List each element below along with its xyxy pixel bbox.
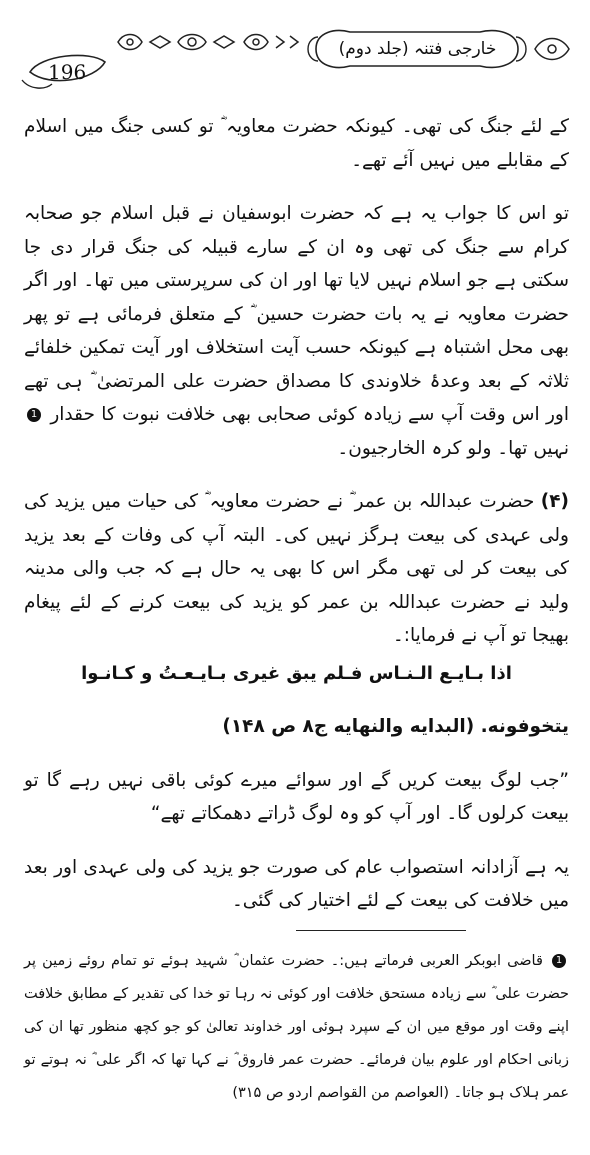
paragraph-3-text: حضرت عبداللہ بن عمر ؓ نے حضرت معاویہ ؓ کی حیات میں یزید کی ولی عہدی کی بیعت ہرگز نہیں کی۔ البتہ آپ کی وفات کے بعد یزید کی بیعت کر لی تھی مگر اس کا بھی یہ حال ہے کہ جب والی مدینہ ولید نے حضرت عبداللہ بن عمر کو یزید کی بیعت کرنے کے لئے پیغام بھیجا تو آپ نے فرمایا:۔ (24, 491, 569, 646)
paragraph-3 (24, 485, 569, 653)
main-text (24, 110, 569, 938)
paragraph-2-ending: نہیں تھا۔ ولو کرہ الخارجیون۔ (337, 437, 569, 459)
paragraph-1: کے لئے جنگ کی تھی۔ کیونکہ حضرت معاویہ ؓ تو کسی جنگ میں اسلام کے مقابلے میں نہیں آئے تھے۔ (24, 116, 569, 171)
footnote-divider (296, 930, 466, 931)
running-title: خارجی فتنہ (جلد دوم) (338, 39, 497, 59)
footnote (24, 945, 569, 1110)
page-header (0, 0, 590, 95)
arabic-quote-line-1: اذا بـايـع الـنـاس فـلم يبق غيرى بـايـعـتُ و كـانـوا (81, 662, 512, 684)
footnote-text: قاضی ابوبکر العربی فرماتے ہیں:۔ حضرت عثمان ؓ شہید ہوئے تو تمام روئے زمین پر حضرت علی ؓ سے زیادہ مستحق خلافت اور کوئی نہ رہا تو خدا کی تقدیر کے مطابق خلافت اپنے وقت اور موقع میں ان کے سپرد ہوئی اور خداوند تعالیٰ کو جو کچھ منظور تھا ان کی زبانی احکام اور علوم بیان فرمائے۔ حضرت عمر فاروق ؓ نے کہا تھا کہ اگر علی ؓ نہ ہوتے تو عمر ہلاک ہو جاتا۔ (العواصم من القواصم اردو ص ۳۱۵) (24, 953, 569, 1101)
urdu-translation-quote: ”جب لوگ بیعت کریں گے اور سوائے میرے کوئی باقی نہیں رہے گا تو بیعت کرلوں گا۔ اور آپ کو وہ لوگ ڈراتے دھمکاتے تھے“ (24, 769, 569, 824)
paragraph-4: یہ ہے آزادانہ استصواب عام کی صورت جو یزید کی ولی عہدی اور بعد میں خلافت کی بیعت کے لئے اختیار کی گئی۔ (24, 856, 569, 911)
arabic-quote-line-2: يتخوفونه. (البدايه والنهايه ج۸ ص ۱۴۸) (222, 716, 569, 737)
paragraph-2-text: تو اس کا جواب یہ ہے کہ حضرت ابوسفیان نے قبل اسلام جو صحابہ کرام سے جنگ کی تھی وہ ان کے سارے قبیلہ کی جنگ قرار دی جا سکتی ہے جو اسلام نہیں لایا تھا اور ان کی سرپرستی میں تھا۔ اور اگر حضرت معاویہ نے یہ بات حضرت حسین ؓ کے متعلق فرمائی ہے تو پھر بھی محل اشتباہ ہے کیونکہ حسب آیت استخلاف اور آیت تمکین خلفائے ثلاثہ کے بعد وعدۂ خلاوندی کا مصداق حضرت علی المرتضیٰ ؓ ہی تھے اور اس وقت آپ سے زیادہ کوئی صحابی بھی خلافت نبوت کا حقدار (24, 203, 569, 425)
point-number: (۴) (540, 491, 569, 512)
footnote-marker: 1 (552, 954, 566, 968)
page-number: 196 (48, 60, 87, 84)
paragraph-2 (24, 197, 569, 465)
footnote-reference[interactable]: 1 (27, 408, 41, 422)
